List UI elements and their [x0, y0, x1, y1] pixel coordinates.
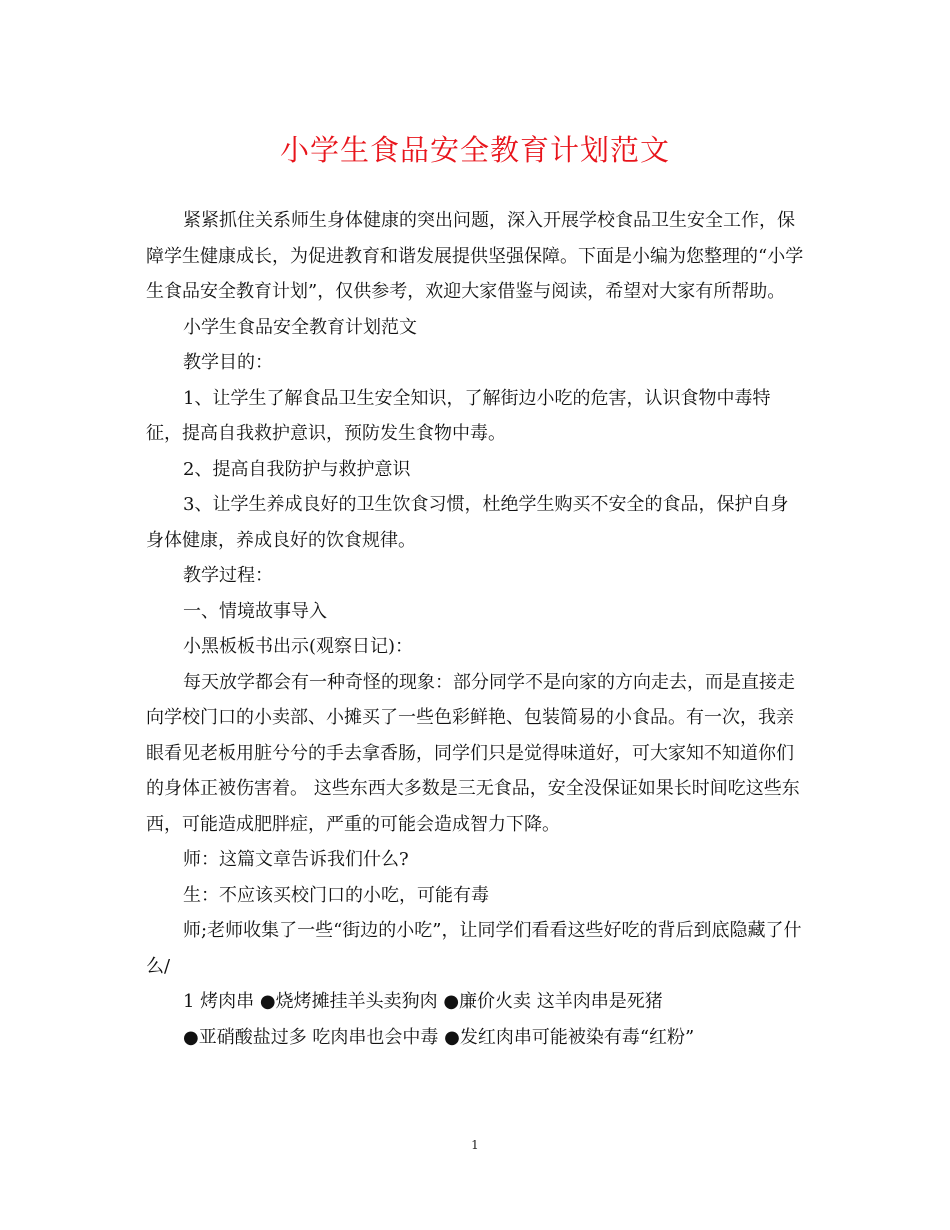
teacher-statement: 师;老师收集了一些“街边的小吃”，让同学们看看这些好吃的背后到底隐藏了什么/: [146, 920, 802, 977]
document-body: [146, 203, 806, 1055]
document-title: 小学生食品安全教育计划范文: [279, 133, 670, 167]
page-number: 1: [471, 1138, 479, 1152]
teacher-question: 师：这篇文章告诉我们什么?: [183, 849, 409, 870]
objective-1: 1、让学生了解食品卫生安全知识，了解街边小吃的危害，认识食物中毒特征，提高自我救护意识，预防发生食物中毒。: [146, 387, 771, 444]
step-1-heading: 一、情境故事导入: [183, 600, 327, 622]
student-answer: 生：不应该买校门口的小吃，可能有毒: [183, 884, 489, 906]
blackboard-note: 小黑板板书出示(观察日记)：: [183, 636, 414, 657]
intro-paragraph: 紧紧抓住关系师生身体健康的突出问题，深入开展学校食品卫生安全工作，保障学生健康成长，为促进教育和谐发展提供坚强保障。下面是小编为您整理的“小学生食品安全教育计划”，仅供参考，欢迎大家借鉴与阅读，希望对大家有所帮助。: [146, 210, 804, 302]
list-line-1: 1 烤肉串 ●烧烤摊挂羊头卖狗肉 ●廉价火卖 这羊肉串是死猪: [183, 991, 663, 1012]
objectives-heading: 教学目的：: [183, 352, 273, 373]
process-heading: 教学过程：: [183, 565, 273, 586]
diary-paragraph: 每天放学都会有一种奇怪的现象：部分同学不是向家的方向走去，而是直接走向学校门口的小卖部、小摊买了一些色彩鲜艳、包装简易的小食品。有一次，我亲眼看见老板用脏兮兮的手去拿香肠，同学们只是觉得味道好，可大家知不知道你们的身体正被伤害着。 这些东西大多数是三无食品，安全没保证如果长时间吃这些东西，可能造成肥胖症，严重的可能会造成智力下降。: [146, 671, 800, 835]
objective-3: 3、让学生养成良好的卫生饮食习惯，杜绝学生购买不安全的食品，保护自身身体健康，养成良好的饮食规律。: [146, 494, 789, 551]
list-line-2: ●亚硝酸盐过多 吃肉串也会中毒 ●发红肉串可能被染有毒“红粉”: [183, 1026, 695, 1048]
section-heading: 小学生食品安全教育计划范文: [183, 316, 417, 338]
objective-2: 2、提高自我防护与救护意识: [183, 458, 411, 480]
